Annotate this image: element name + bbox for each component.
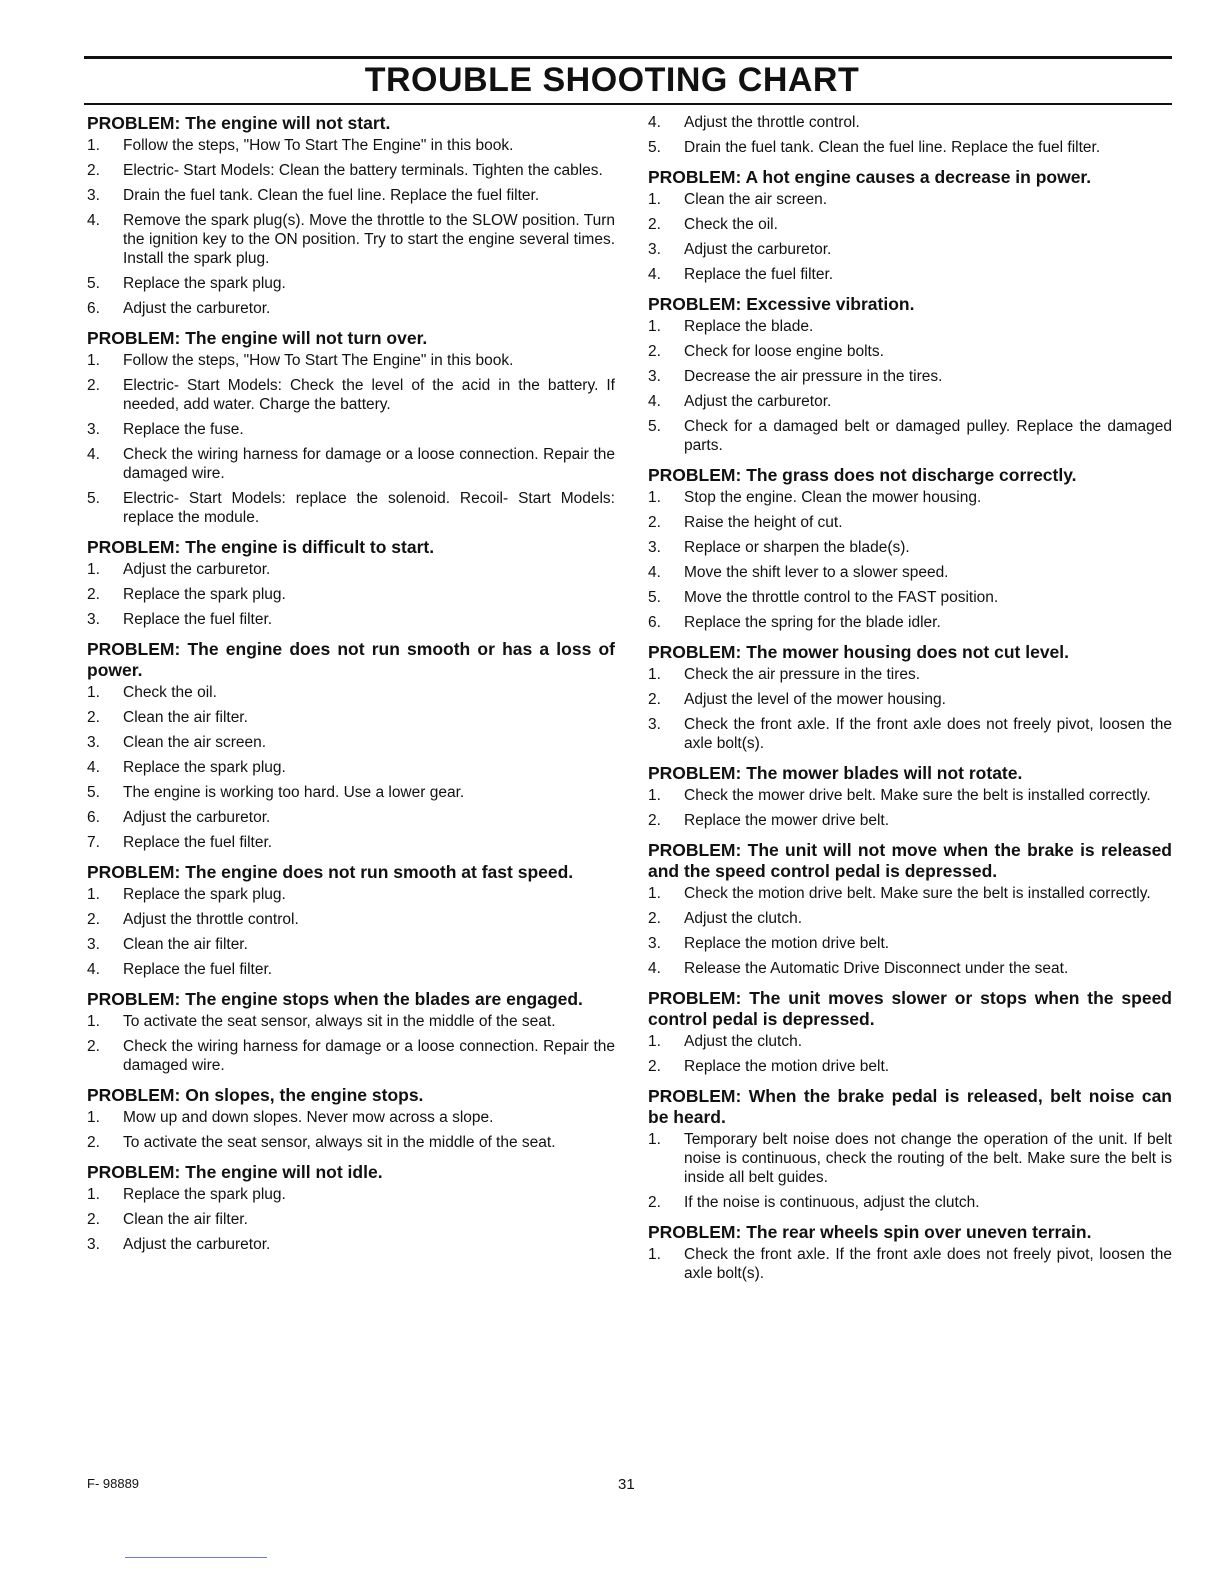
problem-heading: PROBLEM: The mower blades will not rotate. [648,763,1023,783]
item-text: To activate the seat sensor, always sit in the middle of the seat. [123,1134,556,1151]
item-text: Follow the steps, "How To Start The Engine" in this book. [123,352,514,369]
item-number: 4. [87,961,100,978]
item-number: 2. [648,514,661,531]
item-text: Clean the air filter. [123,1211,248,1228]
item-text: Check the front axle. If the front axle does not freely pivot, loosen the axle bolt(s). [684,716,1172,752]
item-text: Check the wiring harness for damage or a loose connection. Repair the damaged wire. [123,1038,615,1074]
item-number: 1. [87,1013,100,1030]
list-item [87,1185,615,1204]
item-text: The engine is working too hard. Use a lower gear. [123,784,465,801]
item-text: Remove the spark plug(s). Move the throttle to the SLOW position. Turn the ignition key to the ON position. Try to start the engine several times. Install the spark plug. [123,212,615,267]
list-item [648,367,1172,386]
item-number: 2. [87,1038,100,1055]
list-item [87,211,615,268]
item-number: 3. [87,421,100,438]
solution-list [648,113,1172,157]
item-text: Check the oil. [684,216,778,233]
item-text: Check for a damaged belt or damaged pulley. Replace the damaged parts. [684,418,1172,454]
list-item [648,190,1172,209]
problem-section [648,988,1172,1076]
item-text: If the noise is continuous, adjust the clutch. [684,1194,980,1211]
item-number: 5. [87,490,100,507]
list-item [648,588,1172,607]
problem-section [87,1085,615,1152]
item-text: Replace the spring for the blade idler. [684,614,941,631]
item-number: 1. [648,1033,661,1050]
list-item [648,265,1172,284]
problem-section [648,1222,1172,1283]
solution-list [648,665,1172,753]
item-text: Drain the fuel tank. Clean the fuel line. Replace the fuel filter. [123,187,540,204]
item-text: Replace the motion drive belt. [684,1058,890,1075]
list-item [87,1037,615,1075]
item-number: 4. [87,446,100,463]
list-item [648,563,1172,582]
item-text: Check the oil. [123,684,217,701]
item-text: Adjust the carburetor. [123,561,271,578]
item-number: 2. [87,911,100,928]
list-item [87,445,615,483]
item-number: 4. [648,960,661,977]
item-number: 1. [87,137,100,154]
item-text: Replace the mower drive belt. [684,812,890,829]
item-number: 3. [648,935,661,952]
item-text: Replace the motion drive belt. [684,935,890,952]
problem-heading: PROBLEM: The engine is difficult to start. [87,537,435,557]
problem-section [648,294,1172,455]
list-item [648,613,1172,632]
solution-list [87,1012,615,1075]
list-item [87,376,615,414]
list-item [87,683,615,702]
item-text: Release the Automatic Drive Disconnect under the seat. [684,960,1069,977]
list-item [648,240,1172,259]
problem-heading: PROBLEM: On slopes, the engine stops. [87,1085,424,1105]
item-text: Adjust the clutch. [684,1033,803,1050]
item-number: 2. [648,910,661,927]
list-item [87,885,615,904]
item-number: 2. [87,709,100,726]
item-number: 1. [87,352,100,369]
item-text: Move the throttle control to the FAST position. [684,589,999,606]
item-text: Check for loose engine bolts. [684,343,884,360]
problem-heading: PROBLEM: A hot engine causes a decrease in power. [648,167,1092,187]
problem-section [87,989,615,1075]
item-number: 3. [648,368,661,385]
item-number: 1. [87,886,100,903]
problem-section [87,537,615,629]
list-item [87,758,615,777]
item-text: Adjust the carburetor. [684,241,832,258]
item-text: Adjust the carburetor. [684,393,832,410]
page-title: TROUBLE SHOOTING CHART [364,61,860,99]
item-number: 2. [87,1211,100,1228]
item-number: 6. [87,809,100,826]
item-number: 1. [648,1246,661,1263]
item-number: 3. [87,936,100,953]
item-number: 1. [87,1186,100,1203]
item-number: 2. [648,343,661,360]
list-item [648,811,1172,830]
item-number: 1. [648,787,661,804]
item-text: Adjust the carburetor. [123,809,271,826]
solution-list [648,317,1172,455]
item-text: Check the mower drive belt. Make sure the belt is installed correctly. [684,787,1151,804]
item-number: 4. [648,114,661,131]
problem-section [87,1162,615,1254]
item-text: Adjust the carburetor. [123,300,271,317]
item-text: Clean the air screen. [123,734,267,751]
item-number: 3. [87,187,100,204]
item-number: 6. [87,300,100,317]
item-number: 1. [87,684,100,701]
problem-heading: PROBLEM: Excessive vibration. [648,294,915,314]
document-code: F- 98889 [87,1476,140,1491]
item-text: Electric- Start Models: Clean the battery terminals. Tighten the cables. [123,162,603,179]
list-item [648,1032,1172,1051]
item-number: 2. [648,691,661,708]
item-text: Replace the spark plug. [123,586,286,603]
list-item [648,392,1172,411]
solution-list [87,351,615,527]
item-text: Replace the spark plug. [123,759,286,776]
item-number: 1. [648,666,661,683]
item-text: Check the front axle. If the front axle does not freely pivot, loosen the axle bolt(s). [684,1246,1172,1282]
solution-list [648,488,1172,632]
item-number: 3. [87,611,100,628]
problem-heading: PROBLEM: The engine will not turn over. [87,328,428,348]
item-text: Electric- Start Models: replace the solenoid. Recoil- Start Models: replace the module. [123,490,615,526]
list-item [648,884,1172,903]
problem-heading: PROBLEM: When the brake pedal is released, belt noise can be heard. [648,1086,1172,1127]
list-item [87,1108,615,1127]
list-item [87,708,615,727]
solution-list [87,1108,615,1152]
item-number: 3. [87,734,100,751]
item-text: Replace or sharpen the blade(s). [684,539,910,556]
item-number: 5. [648,589,661,606]
list-item [87,733,615,752]
item-text: Replace the spark plug. [123,886,286,903]
list-item [87,960,615,979]
list-item [87,161,615,180]
item-number: 4. [648,266,661,283]
list-item [87,274,615,293]
item-number: 3. [648,716,661,733]
item-number: 3. [648,241,661,258]
item-text: Replace the spark plug. [123,1186,286,1203]
item-text: Adjust the carburetor. [123,1236,271,1253]
item-text: Follow the steps, "How To Start The Engine" in this book. [123,137,514,154]
item-text: Replace the fuel filter. [123,961,273,978]
list-item [87,1012,615,1031]
item-number: 3. [87,1236,100,1253]
list-item [648,342,1172,361]
list-item [87,910,615,929]
item-number: 5. [648,139,661,156]
item-number: 5. [87,784,100,801]
list-item [648,690,1172,709]
list-item [648,1193,1172,1212]
item-number: 2. [87,1134,100,1151]
problem-heading: PROBLEM: The engine will not start. [87,113,391,133]
list-item [87,808,615,827]
item-text: Stop the engine. Clean the mower housing. [684,489,982,506]
problem-section [648,113,1172,157]
list-item [648,317,1172,336]
item-number: 1. [87,1109,100,1126]
list-item [87,1235,615,1254]
list-item [648,959,1172,978]
item-text: Replace the fuse. [123,421,244,438]
solution-list [648,884,1172,978]
item-number: 7. [87,834,100,851]
item-text: Adjust the throttle control. [684,114,860,131]
item-text: Adjust the level of the mower housing. [684,691,946,708]
item-text: Check the motion drive belt. Make sure the belt is installed correctly. [684,885,1151,902]
page-number: 31 [618,1476,635,1493]
problem-section [648,840,1172,978]
list-item [648,786,1172,805]
list-item [648,417,1172,455]
item-text: Mow up and down slopes. Never mow across a slope. [123,1109,494,1126]
item-text: Replace the fuel filter. [123,834,273,851]
list-item [87,1133,615,1152]
problem-heading: PROBLEM: The mower housing does not cut level. [648,642,1070,662]
item-text: Clean the air filter. [123,936,248,953]
item-number: 2. [87,586,100,603]
list-item [648,488,1172,507]
list-item [87,783,615,802]
list-item [87,351,615,370]
problem-section [87,113,615,318]
problem-section [648,763,1172,830]
item-number: 4. [648,564,661,581]
item-text: Electric- Start Models: Check the level of the acid in the battery. If needed, add water. Charge the battery. [123,377,615,413]
list-item [648,715,1172,753]
title-rule-top [84,56,1172,59]
problem-section [87,862,615,979]
item-text: Temporary belt noise does not change the operation of the unit. If belt noise is continuous, check the routing of the belt. Make sure the belt is inside all belt guides. [684,1131,1172,1186]
item-text: Decrease the air pressure in the tires. [684,368,943,385]
item-text: Adjust the throttle control. [123,911,299,928]
item-number: 4. [87,759,100,776]
list-item [648,934,1172,953]
list-item [87,1210,615,1229]
problem-section [87,639,615,852]
list-item [87,560,615,579]
list-item [87,299,615,318]
solution-list [648,1032,1172,1076]
item-number: 4. [87,212,100,229]
item-number: 2. [648,1058,661,1075]
item-text: Check the air pressure in the tires. [684,666,921,683]
item-number: 5. [648,418,661,435]
title-rule-bottom [84,103,1172,105]
list-item [87,186,615,205]
list-item [87,935,615,954]
item-text: Replace the blade. [684,318,814,335]
list-item [648,215,1172,234]
item-text: Clean the air filter. [123,709,248,726]
item-text: Adjust the clutch. [684,910,803,927]
footer-line [125,1557,267,1558]
right-column [648,113,1172,1293]
problem-heading: PROBLEM: The engine does not run smooth or has a loss of power. [87,639,615,680]
list-item [87,136,615,155]
solution-list [87,1185,615,1254]
problem-heading: PROBLEM: The engine does not run smooth at fast speed. [87,862,574,882]
list-item [87,610,615,629]
item-number: 2. [87,162,100,179]
solution-list [87,136,615,318]
solution-list [648,786,1172,830]
item-number: 2. [648,216,661,233]
list-item [87,420,615,439]
item-number: 3. [648,539,661,556]
item-number: 1. [648,489,661,506]
problem-heading: PROBLEM: The grass does not discharge correctly. [648,465,1077,485]
problem-heading: PROBLEM: The rear wheels spin over uneven terrain. [648,1222,1092,1242]
list-item [87,489,615,527]
list-item [648,113,1172,132]
item-number: 2. [648,1194,661,1211]
problem-section [648,642,1172,753]
list-item [87,833,615,852]
item-text: Raise the height of cut. [684,514,843,531]
item-number: 2. [648,812,661,829]
item-number: 6. [648,614,661,631]
problem-section [648,167,1172,284]
item-number: 1. [87,561,100,578]
solution-list [648,1245,1172,1283]
problem-section [87,328,615,527]
problem-heading: PROBLEM: The engine stops when the blades are engaged. [87,989,583,1009]
item-text: Check the wiring harness for damage or a loose connection. Repair the damaged wire. [123,446,615,482]
problem-heading: PROBLEM: The engine will not idle. [87,1162,383,1182]
item-text: Clean the air screen. [684,191,828,208]
item-number: 1. [648,318,661,335]
item-text: Replace the fuel filter. [684,266,834,283]
problem-heading: PROBLEM: The unit moves slower or stops when the speed control pedal is depressed. [648,988,1172,1029]
list-item [648,665,1172,684]
list-item [648,1245,1172,1283]
solution-list [648,1130,1172,1212]
list-item [648,1057,1172,1076]
item-number: 5. [87,275,100,292]
problem-section [648,1086,1172,1212]
item-text: Replace the fuel filter. [123,611,273,628]
list-item [648,538,1172,557]
solution-list [87,683,615,852]
item-text: Move the shift lever to a slower speed. [684,564,949,581]
list-item [648,513,1172,532]
list-item [648,909,1172,928]
solution-list [87,560,615,629]
problem-section [648,465,1172,632]
list-item [648,138,1172,157]
left-column [87,113,615,1264]
problem-heading: PROBLEM: The unit will not move when the brake is released and the speed control pedal is depressed. [648,840,1172,881]
item-number: 1. [648,1131,661,1148]
item-number: 1. [648,191,661,208]
item-number: 4. [648,393,661,410]
item-text: Drain the fuel tank. Clean the fuel line. Replace the fuel filter. [684,139,1101,156]
solution-list [648,190,1172,284]
item-number: 1. [648,885,661,902]
item-text: To activate the seat sensor, always sit in the middle of the seat. [123,1013,556,1030]
list-item [87,585,615,604]
list-item [648,1130,1172,1187]
item-text: Replace the spark plug. [123,275,286,292]
item-number: 2. [87,377,100,394]
solution-list [87,885,615,979]
